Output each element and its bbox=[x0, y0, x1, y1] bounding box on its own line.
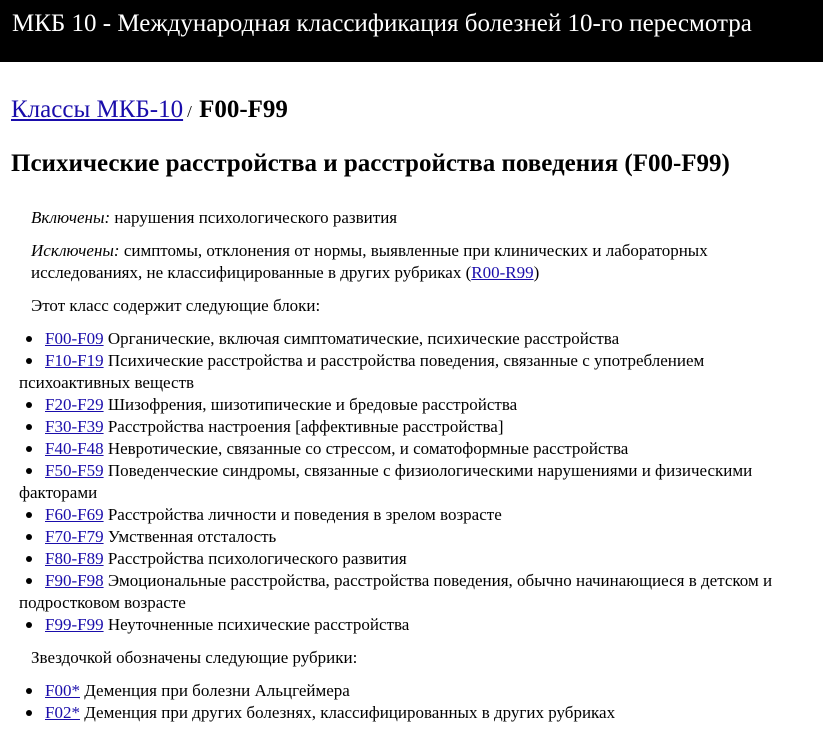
block-description: Неуточненные психические расстройства bbox=[107, 615, 410, 634]
list-item bbox=[19, 460, 809, 504]
block-code-link[interactable]: F99-F99 bbox=[45, 615, 104, 634]
site-header bbox=[0, 0, 823, 62]
block-code-link[interactable]: F10-F19 bbox=[45, 351, 104, 370]
block-code-link[interactable]: F70-F79 bbox=[45, 527, 104, 546]
block-code-link[interactable]: F40-F48 bbox=[45, 439, 104, 458]
block-description: Шизофрения, шизотипические и бредовые расстройства bbox=[107, 395, 518, 414]
list-item bbox=[19, 548, 809, 570]
excluded-note bbox=[31, 240, 811, 284]
list-item bbox=[19, 680, 809, 702]
breadcrumb-parent-link[interactable]: Классы МКБ-10 bbox=[11, 96, 184, 123]
bullet-icon bbox=[19, 702, 45, 724]
star-list bbox=[19, 680, 809, 724]
block-code-link[interactable]: F00-F09 bbox=[45, 329, 104, 348]
list-item bbox=[19, 394, 809, 416]
bullet-icon bbox=[19, 350, 45, 372]
block-code-link[interactable]: F00* bbox=[45, 681, 80, 700]
block-description: Деменция при болезни Альцгеймера bbox=[84, 681, 350, 700]
block-description: Расстройства психологического развития bbox=[107, 549, 407, 568]
included-label: Включены: bbox=[31, 208, 111, 227]
breadcrumb-separator: / bbox=[187, 102, 192, 121]
bullet-icon bbox=[19, 394, 45, 416]
block-code-link[interactable]: F80-F89 bbox=[45, 549, 104, 568]
block-description: Расстройства настроения [аффективные расстройства] bbox=[107, 417, 504, 436]
class-content bbox=[19, 207, 811, 735]
breadcrumb bbox=[11, 94, 288, 128]
bullet-icon bbox=[19, 526, 45, 548]
list-item bbox=[19, 614, 809, 636]
included-note bbox=[31, 207, 811, 229]
block-description: Поведенческие синдромы, связанные с физиологическими нарушениями и физическими факторами bbox=[19, 461, 753, 502]
star-intro: Звездочкой обозначены следующие рубрики: bbox=[31, 648, 358, 667]
list-item bbox=[19, 328, 809, 350]
block-description: Невротические, связанные со стрессом, и соматоформные расстройства bbox=[107, 439, 629, 458]
bullet-icon bbox=[19, 614, 45, 636]
list-item bbox=[19, 350, 809, 394]
block-code-link[interactable]: F50-F59 bbox=[45, 461, 104, 480]
page-title: Психические расстройства и расстройства поведения (F00-F99) bbox=[11, 150, 730, 177]
included-text: нарушения психологического развития bbox=[114, 208, 398, 227]
block-code-link[interactable]: F60-F69 bbox=[45, 505, 104, 524]
block-code-link[interactable]: F90-F98 bbox=[45, 571, 104, 590]
excluded-label: Исключены: bbox=[31, 241, 120, 260]
blocks-intro: Этот класс содержит следующие блоки: bbox=[31, 296, 321, 315]
excluded-text: симптомы, отклонения от нормы, выявленные при клинических и лабораторных исследованиях, не классифицированные в других рубриках ( bbox=[31, 241, 708, 282]
bullet-icon bbox=[19, 460, 45, 482]
list-item bbox=[19, 702, 809, 724]
block-description: Эмоциональные расстройства, расстройства поведения, обычно начинающиеся в детском и подростковом возрасте bbox=[19, 571, 773, 612]
breadcrumb-current: F00-F99 bbox=[199, 96, 288, 123]
block-description: Психические расстройства и расстройства поведения, связанные с употреблением психоактивных веществ bbox=[19, 351, 705, 392]
excluded-link[interactable]: R00-R99 bbox=[471, 263, 534, 282]
block-code-link[interactable]: F30-F39 bbox=[45, 417, 104, 436]
block-description: Расстройства личности и поведения в зрелом возрасте bbox=[107, 505, 502, 524]
blocks-list bbox=[19, 328, 809, 636]
block-code-link[interactable]: F20-F29 bbox=[45, 395, 104, 414]
list-item bbox=[19, 438, 809, 460]
block-description: Деменция при других болезнях, классифицированных в других рубриках bbox=[84, 703, 616, 722]
bullet-icon bbox=[19, 570, 45, 592]
block-description: Умственная отсталость bbox=[107, 527, 277, 546]
bullet-icon bbox=[19, 680, 45, 702]
bullet-icon bbox=[19, 416, 45, 438]
list-item bbox=[19, 504, 809, 526]
bullet-icon bbox=[19, 548, 45, 570]
bullet-icon bbox=[19, 328, 45, 350]
block-description: Органические, включая симптоматические, психические расстройства bbox=[107, 329, 620, 348]
bullet-icon bbox=[19, 438, 45, 460]
list-item bbox=[19, 416, 809, 438]
bullet-icon bbox=[19, 504, 45, 526]
excluded-tail: ) bbox=[533, 263, 540, 282]
list-item bbox=[19, 526, 809, 548]
site-title: МКБ 10 - Международная классификация болезней 10-го пересмотра bbox=[12, 10, 752, 37]
block-code-link[interactable]: F02* bbox=[45, 703, 80, 722]
list-item bbox=[19, 570, 809, 614]
